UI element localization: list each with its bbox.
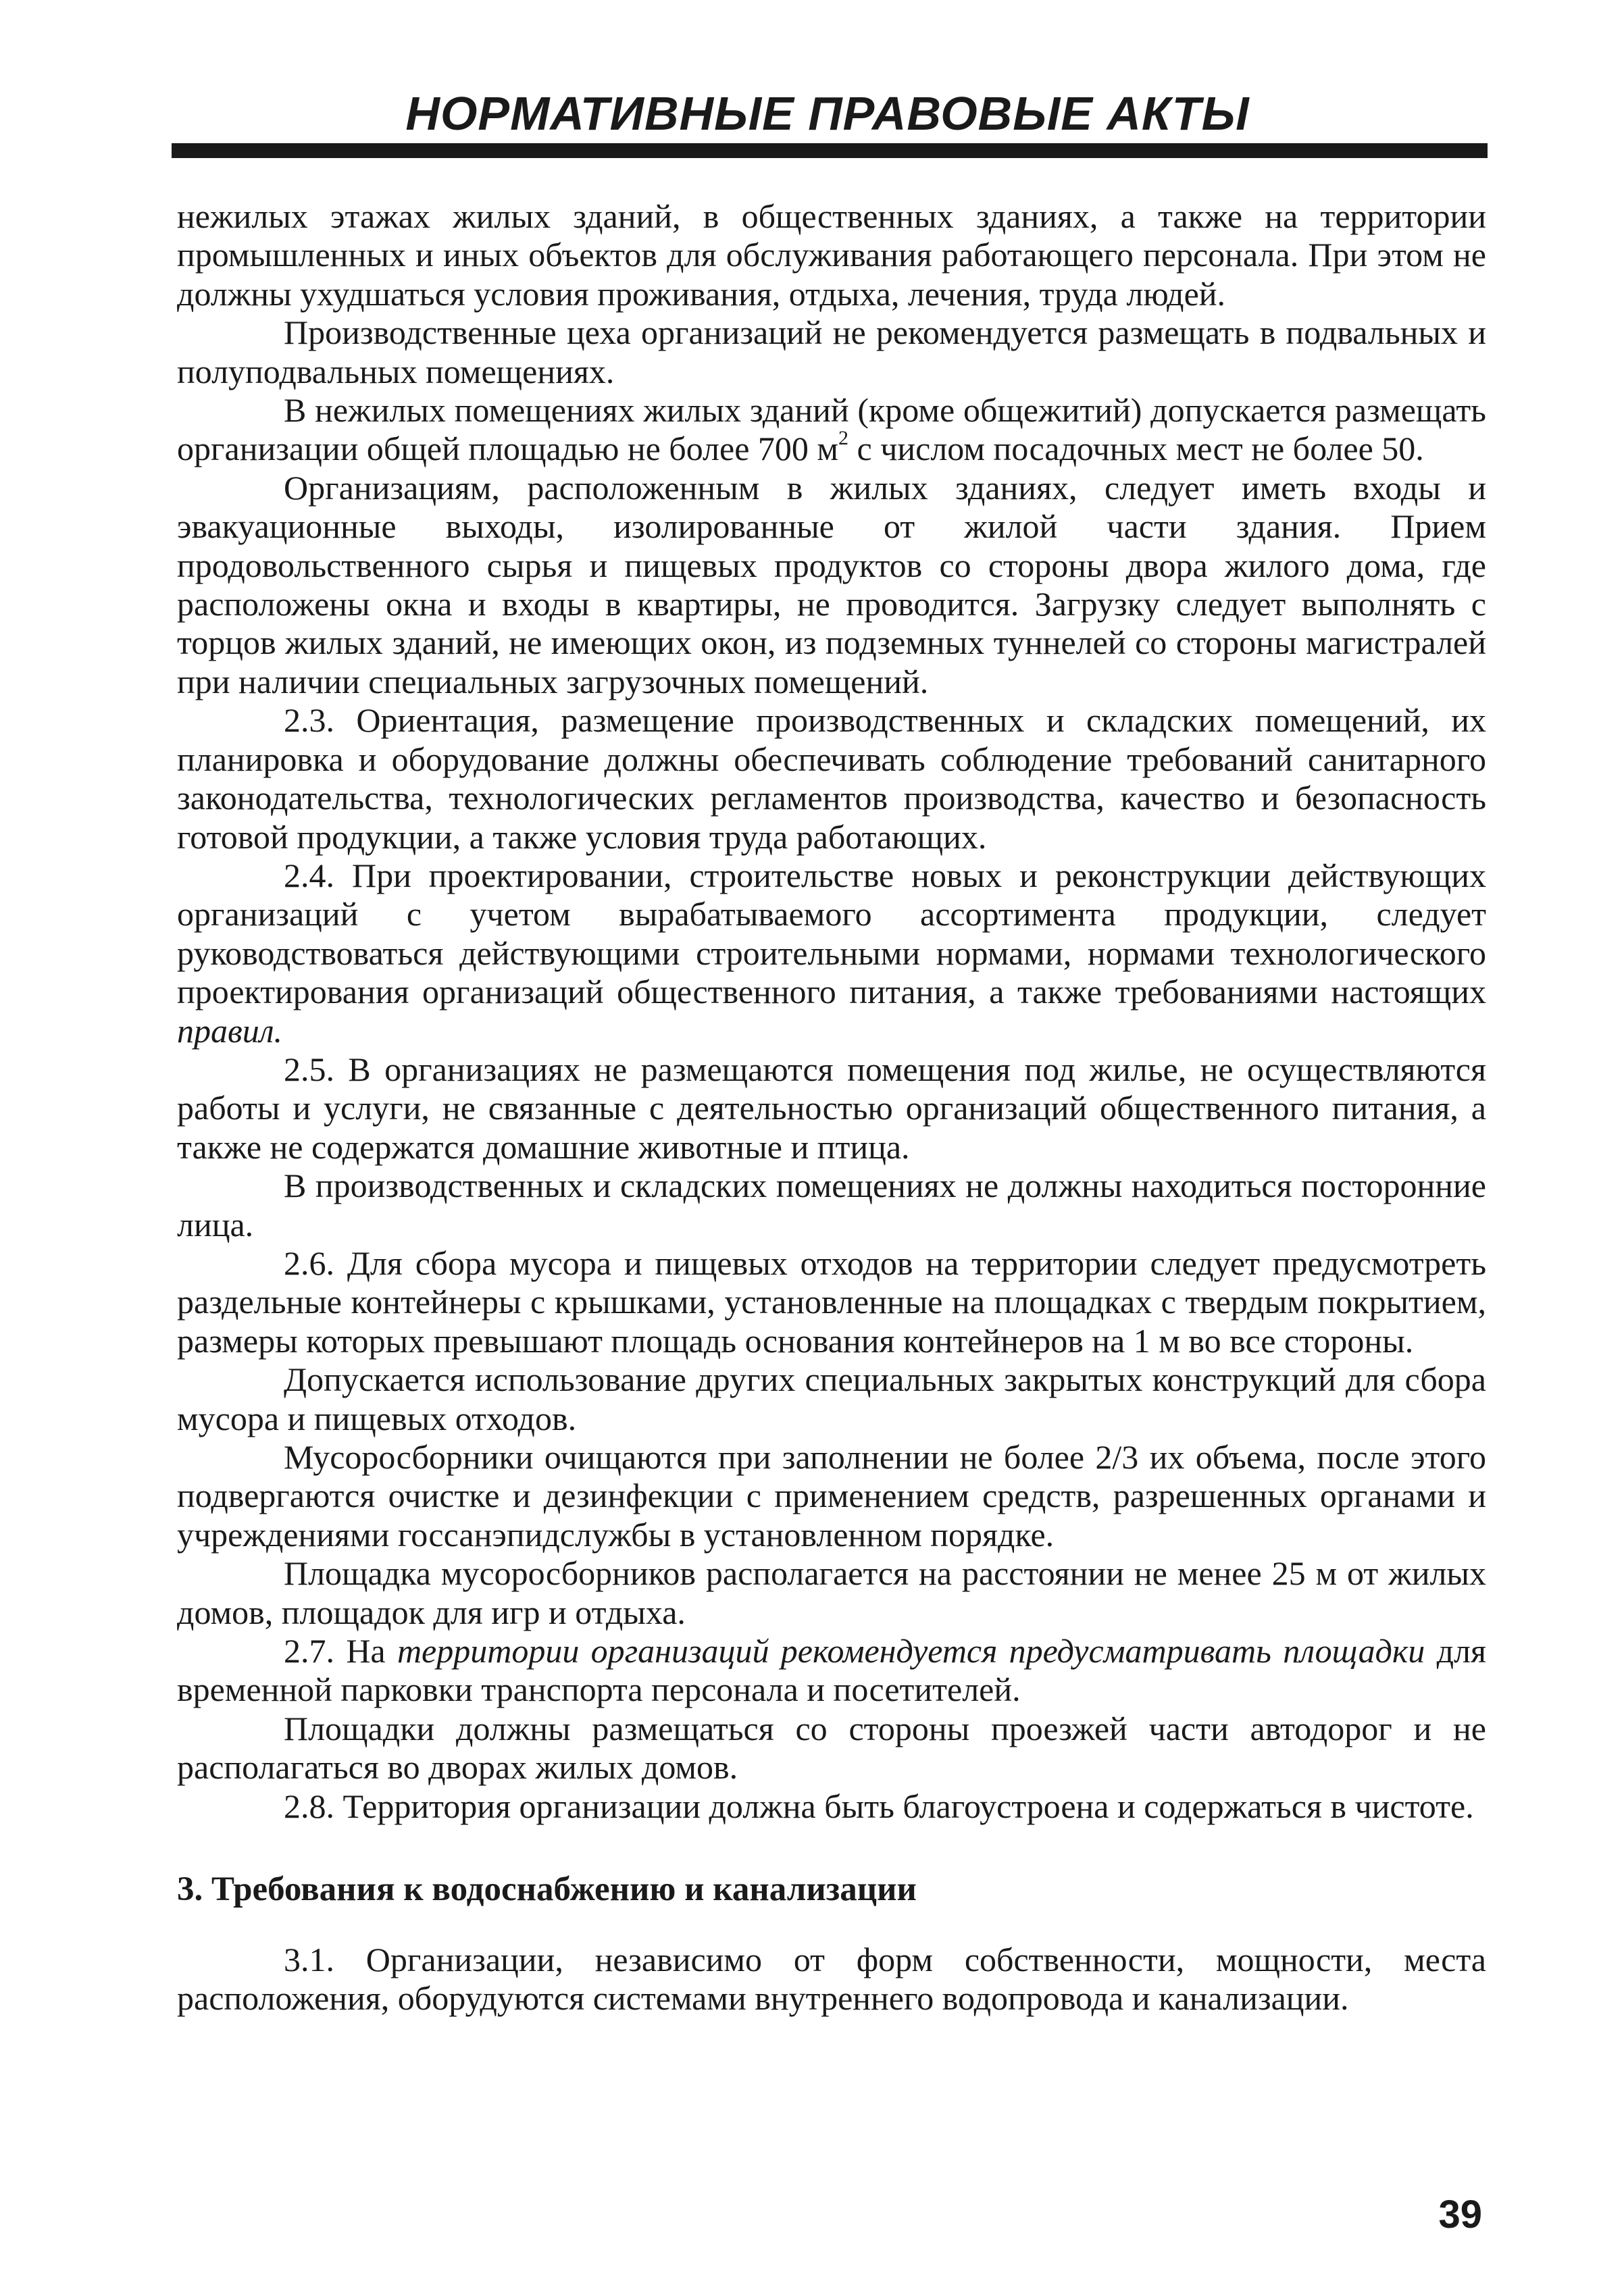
paragraph: 2.5. В организациях не размещаются помещения под жилье, не осуществляются работы и услуги, не связанные с деятельностью организаций общественного питания, а также не содержатся домашние животные и птица. (177, 1050, 1486, 1166)
section-heading: 3. Требования к водоснабжению и канализации (177, 1870, 917, 1909)
running-header-title: НОРМАТИВНЫЕ ПРАВОВЫЕ АКТЫ (405, 87, 1250, 140)
paragraph-text: В нежилых помещениях жилых зданий (кроме общежитий) допускается размещать организации общей площадью не более 700 м (177, 391, 1486, 468)
header-rule (172, 143, 1488, 158)
paragraph: Допускается использование других специальных закрытых конструкций для сбора мусора и пищевых отходов. (177, 1360, 1486, 1437)
paragraph (177, 1632, 1486, 1710)
paragraph: Мусоросборники очищаются при заполнении не более 2/3 их объема, после этого подвергаются очистке и дезинфекции с применением средств, разрешенных органами и учреждениями госсанэпидслужбы в установленном порядке. (177, 1438, 1486, 1554)
superscript: 2 (838, 426, 849, 449)
paragraph: нежилых этажах жилых зданий, в общественных зданиях, а также на территории промышленных и иных объектов для обслуживания работающего персонала. При этом не должны ухудшаться условия проживания, отдыха, лечения, труда людей. (177, 197, 1486, 313)
paragraph-text: с числом посадочных мест не более 50. (848, 430, 1424, 468)
paragraph: Организациям, расположенным в жилых зданиях, следует иметь входы и эвакуационные выходы, изолированные от жилой части здания. Прием продовольственного сырья и пищевых продуктов со стороны двора жилого дома, где расположены окна и входы в квартиры, не проводится. Загрузку следует выполнять с торцов жилых зданий, не имеющих окон, из подземных туннелей со стороны магистралей при наличии специальных загрузочных помещений. (177, 468, 1486, 700)
paragraph-text: 2.4. При проектировании, строительстве новых и реконструкции действующих организаций с учетом вырабатываемого ассортимента продукции, следует руководствоваться действующими строительными нормами, нормами технологического проектирования организаций общественного питания, а также требованиями настоящих (177, 856, 1486, 1011)
paragraph: 2.8. Территория организации должна быть благоустроена и содержаться в чистоте. (284, 1787, 1474, 1825)
paragraph: В производственных и складских помещениях не должны находиться посторонние лица. (177, 1167, 1486, 1244)
paragraph: Производственные цеха организаций не рекомендуется размещать в подвальных и полуподвальных помещениях. (177, 313, 1486, 390)
paragraph (177, 857, 1486, 1050)
paragraph: 2.3. Ориентация, размещение производственных и складских помещений, их планировка и оборудование должны обеспечивать соблюдение требований санитарного законодательства, технологических регламентов производства, качество и безопасность готовой продукции, а также условия труда работающих. (177, 701, 1486, 856)
paragraph (177, 391, 1486, 469)
italic-text: территории организаций рекомендуется предусматривать площадки (397, 1632, 1425, 1670)
paragraph: 3.1. Организации, независимо от форм собственности, мощности, места расположения, оборудуются системами внутреннего водопровода и канализации. (177, 1941, 1486, 2018)
paragraph-text: для временной парковки транспорта персонала и посетителей. (177, 1632, 1486, 1709)
page-number: 39 (1438, 2193, 1482, 2236)
paragraph: 2.6. Для сбора мусора и пищевых отходов на территории следует предусмотреть раздельные контейнеры с крышками, установленные на площадках с твердым покрытием, размеры которых превышают площадь основания контейнеров на 1 м во все стороны. (177, 1244, 1486, 1360)
paragraph-text: 2.7. На (284, 1632, 397, 1670)
paragraph: Площадка мусоросборников располагается на расстоянии не менее 25 м от жилых домов, площадок для игр и отдыха. (177, 1554, 1486, 1631)
italic-text: правил. (177, 1011, 283, 1050)
paragraph: Площадки должны размещаться со стороны проезжей части автодорог и не располагаться во дворах жилых домов. (177, 1709, 1486, 1787)
document-body (177, 197, 1486, 2018)
